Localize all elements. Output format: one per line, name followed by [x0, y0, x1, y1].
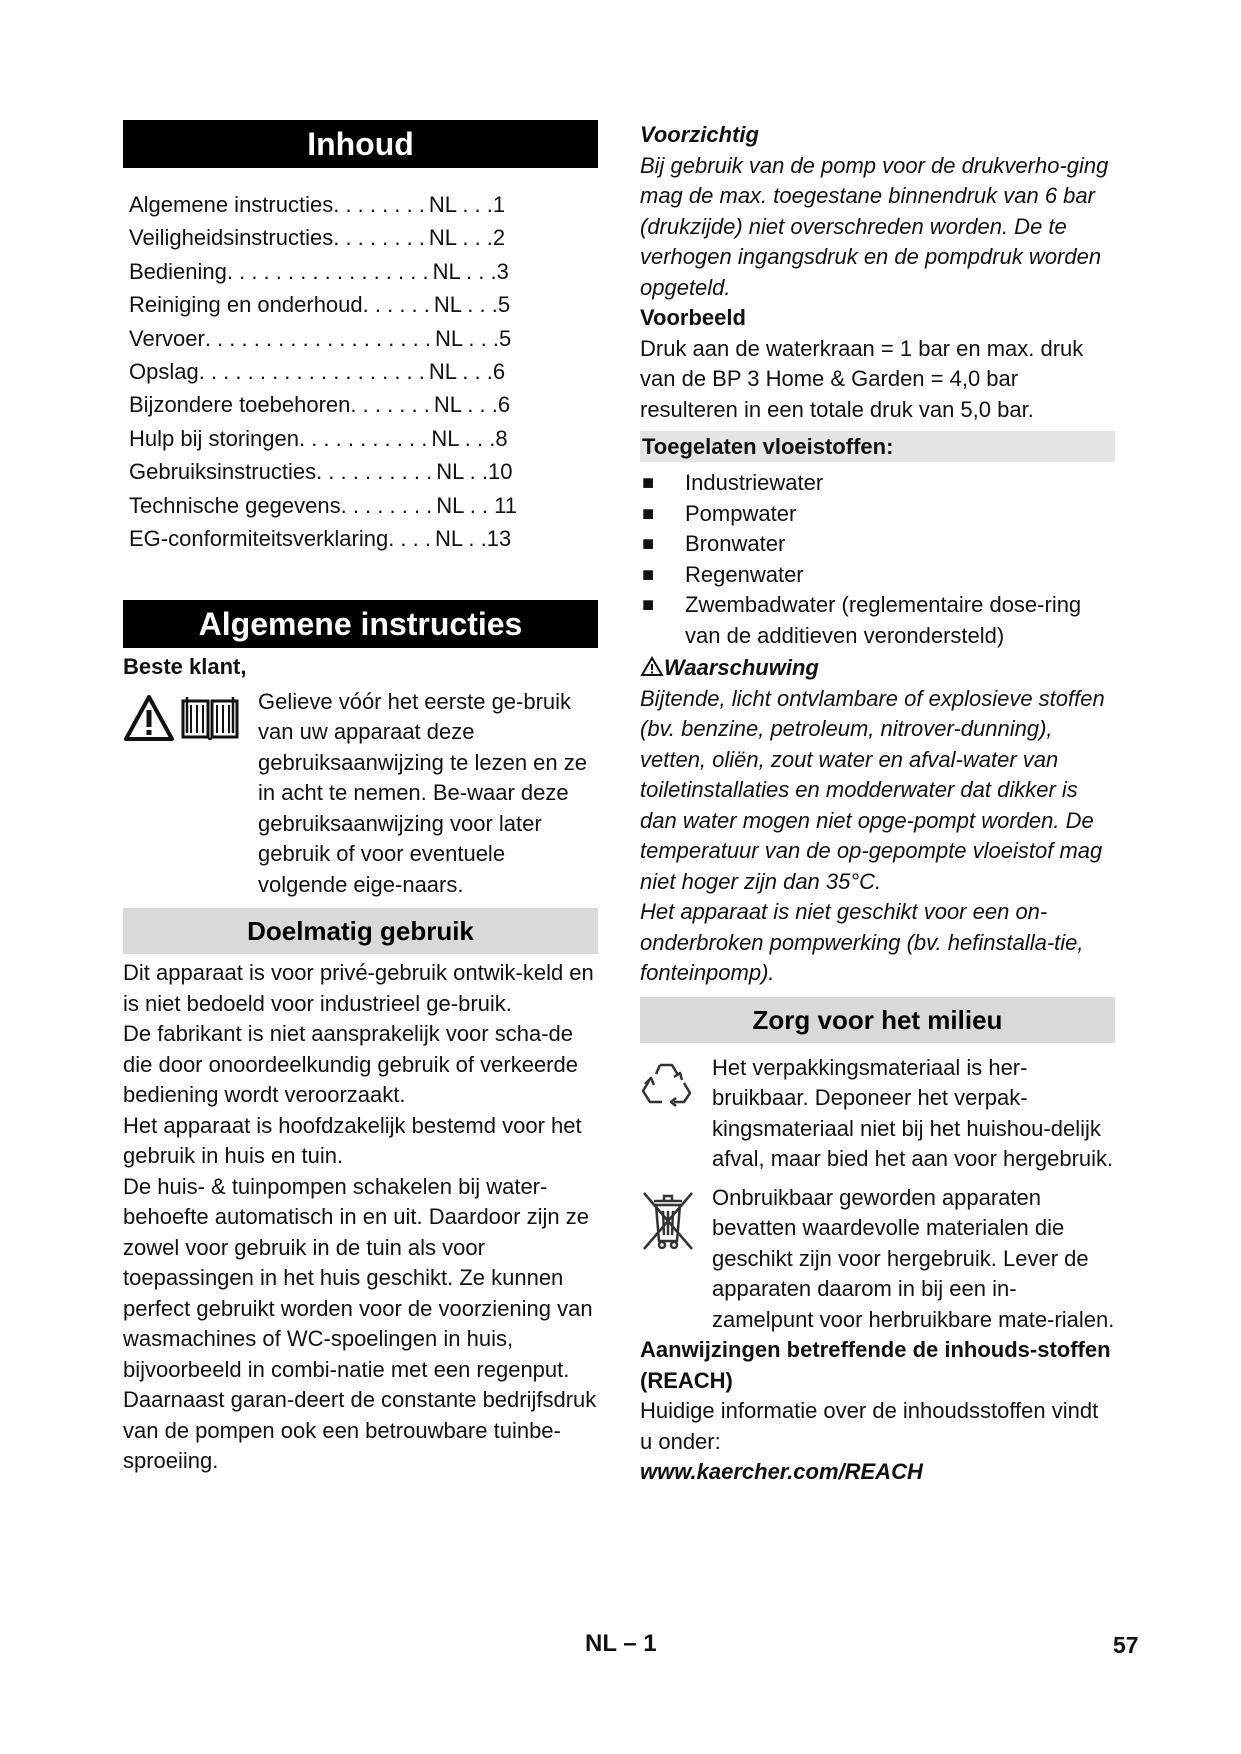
- toc-entry-page: NL . . .1: [428, 192, 506, 217]
- recycle-icon: [640, 1059, 692, 1107]
- right-column: [640, 120, 1115, 1488]
- toc-entry-title: Gebruiksinstructies: [129, 459, 317, 485]
- toc-entry-page: NL . . .3: [432, 258, 509, 284]
- toc-entry-title: EG-conformiteitsverklaring: [129, 526, 389, 552]
- toc-entry[interactable]: [129, 221, 598, 254]
- toc-entry[interactable]: [129, 355, 598, 388]
- example-label: Voorbeeld: [640, 305, 746, 330]
- recycle-block: [640, 1053, 1115, 1175]
- list-item: ■ Bronwater: [640, 529, 1115, 560]
- left-column: [123, 120, 598, 1477]
- usage-heading: Doelmatig gebruik: [123, 908, 598, 954]
- intro-icons: [123, 687, 258, 901]
- toc-entry-title: Technische gegevens: [129, 492, 341, 518]
- disposal-block: [640, 1183, 1115, 1336]
- list-item: ■ Pompwater: [640, 499, 1115, 530]
- page-number: 57: [1113, 1632, 1139, 1658]
- toc-entry-page: NL . . .8: [431, 425, 508, 451]
- toc-entry-title: Algemene instructies: [129, 192, 334, 217]
- greeting: Beste klant,: [123, 654, 247, 680]
- toc-entry-page: NL . .13: [434, 526, 512, 552]
- toc-heading: Inhoud: [123, 120, 598, 168]
- toc-entry[interactable]: [129, 255, 598, 288]
- caution-text: Bij gebruik van de pomp voor de drukverho-ging mag de max. toegestane binnendruk van 6 bar (drukzijde) niet overschreden worden. De te verhogen ingangsdruk en de pompdruk worden opgeteld.: [640, 152, 1109, 300]
- usage-paragraph: De fabrikant is niet aansprakelijk voor scha-de die door onoordeelkundig gebruik of verkeerde bediening wordt veroorzaakt.: [123, 1021, 578, 1108]
- toc-entry-dots: . . . . . . . .: [333, 225, 425, 251]
- reach-text: Huidige informatie over de inhoudsstoffen vindt u onder:: [640, 1398, 1099, 1454]
- list-item: ■ Regenwater: [640, 560, 1115, 591]
- toc-entry[interactable]: [129, 422, 598, 455]
- toc-entry-dots: . . . . . . . .: [340, 492, 433, 518]
- toc-entry-title: Opslag: [129, 359, 199, 385]
- toc-entry-page: NL . . .5: [433, 292, 511, 318]
- toc-entry[interactable]: [129, 288, 598, 321]
- toc-entry-title: Reiniging en onderhoud: [129, 292, 363, 318]
- caution-label: Voorzichtig: [640, 122, 759, 147]
- usage-paragraph: Het apparaat is hoofdzakelijk bestemd voor het gebruik in huis en tuin.: [123, 1112, 582, 1169]
- toc-entry[interactable]: [129, 455, 598, 488]
- recycle-text: Het verpakkingsmateriaal is her-bruikbaar. Deponeer het verpak-kingsmateriaal niet bij het huishou-delijk afval, maar bied het aan voor hergebruik.: [712, 1054, 1114, 1171]
- toc-entry-title: Bediening: [129, 258, 227, 284]
- toc-entry-page: NL . . 11: [436, 492, 517, 518]
- toc-entry-dots: . . . .: [388, 526, 431, 552]
- intro-text: Gelieve vóór het eerste ge-bruik van uw apparaat deze gebruiksaanwijzing te lezen en ze in acht te nemen. Be-waar deze gebruiksaanwijzing voor later gebruik of voor eventuele volgende eige-naars.: [258, 688, 587, 897]
- toc-entry-title: Vervoer: [129, 325, 205, 351]
- environment-heading: Zorg voor het milieu: [640, 997, 1115, 1043]
- warning-triangle-icon: [640, 656, 664, 677]
- toc-entry-page: NL . .10: [436, 459, 513, 485]
- recycle-icon-wrap: [640, 1053, 712, 1175]
- example-text: Druk aan de waterkraan = 1 bar en max. druk van de BP 3 Home & Garden = 4,0 bar resulteren in een totale druk van 5,0 bar.: [640, 335, 1084, 422]
- usage-paragraph: De huis- & tuinpompen schakelen bij water-behoefte automatisch in en uit. Daardoor zijn ze zowel voor gebruik in de tuin als voor toepassingen in het huis geschikt. Ze kunnen perfect gebruikt worden voor de voorziening van wasmachines of WC-spoelingen in huis, bijvoorbeeld in combi-natie met een regenput. Daarnaast garan-deert de constante bedrijfsdruk van de pompen ook een betrouwbare tuinbe-sproeiing.: [123, 1173, 597, 1474]
- toc-entry-page: NL . . .6: [428, 359, 506, 385]
- toc-entry-page: NL . . .2: [428, 225, 506, 251]
- toc-entry[interactable]: [129, 322, 598, 355]
- liquids-list: [640, 468, 1115, 651]
- disposal-text: Onbruikbaar geworden apparaten bevatten waardevolle materialen die geschikt zijn voor hergebruik. Lever de apparaten daarom in bij een in-zamelpunt voor herbruikbare mate-rialen.: [712, 1184, 1115, 1332]
- toc-entry[interactable]: [129, 188, 598, 221]
- bullet-square-icon: ■: [642, 533, 655, 555]
- crossed-bin-icon: [640, 1189, 696, 1253]
- toc-entry-dots: . . . . . . . . . . .: [298, 425, 428, 451]
- bullet-square-icon: ■: [642, 563, 655, 586]
- toc-entry-page: NL . . .6: [433, 392, 511, 418]
- toc-entry-dots: . . . . . . . . . . . . . . . . . . .: [198, 359, 425, 385]
- toc-entry-title: Veiligheidsinstructies: [129, 225, 334, 251]
- liquids-heading: Toegelaten vloeistoffen:: [640, 431, 1115, 462]
- intro-block: [123, 687, 598, 901]
- toc-entry-dots: . . . . . . .: [350, 392, 430, 418]
- bullet-square-icon: ■: [642, 472, 655, 494]
- toc-entry-page: NL . . .5: [434, 325, 512, 351]
- usage-paragraph: Dit apparaat is voor privé-gebruik ontwik-keld en is niet bedoeld voor industrieel ge-bruik.: [123, 960, 594, 1016]
- bin-icon-wrap: [640, 1183, 712, 1336]
- toc-entry-title: Bijzondere toebehoren: [129, 392, 351, 418]
- reach-link[interactable]: www.kaercher.com/REACH: [640, 1459, 923, 1484]
- footer-section-label: NL – 1: [585, 1630, 657, 1657]
- bullet-square-icon: ■: [642, 502, 655, 525]
- toc-entry-title: Hulp bij storingen: [129, 425, 299, 451]
- toc-entry[interactable]: [129, 388, 598, 421]
- manual-book-icon: [179, 693, 241, 743]
- list-item: ■ Industriewater: [640, 468, 1115, 499]
- toc-entry-dots: . . . . . . . . . . . . . . . . .: [226, 258, 429, 284]
- toc-entry-dots: . . . . . . . .: [333, 192, 425, 217]
- bullet-square-icon: ■: [642, 594, 655, 616]
- toc-entry-dots: . . . . . . . . . . . . . . . . . . .: [204, 325, 431, 351]
- reach-heading: Aanwijzingen betreffende de inhouds-stoffen (REACH): [640, 1337, 1111, 1393]
- warning-text: Het apparaat is niet geschikt voor een on-onderbroken pompwerking (bv. hefinstalla-tie, fonteinpomp).: [640, 899, 1084, 985]
- warning-text: Bijtende, licht ontvlambare of explosieve stoffen (bv. benzine, petroleum, nitrover-dunning), vetten, oliën, zout water en afval-water van toiletinstallaties en modderwater dat dikker is dan water mogen niet opge-pompt worden. De temperatuur van de op-gepompte vloeistof mag niet hoger zijn dan 35°C.: [640, 685, 1105, 894]
- toc-entry-dots: . . . . . . . . . .: [316, 459, 433, 485]
- general-heading: Algemene instructies: [123, 600, 598, 648]
- table-of-contents: [129, 188, 598, 555]
- warning-label: Waarschuwing: [640, 653, 1115, 684]
- toc-entry[interactable]: [129, 522, 598, 555]
- toc-entry-dots: . . . . . .: [362, 292, 430, 318]
- toc-entry[interactable]: [129, 489, 598, 522]
- list-item: ■ Zwembadwater (reglementaire dose-ring van de additieven verondersteld): [640, 590, 1115, 651]
- warning-triangle-icon: [123, 693, 175, 743]
